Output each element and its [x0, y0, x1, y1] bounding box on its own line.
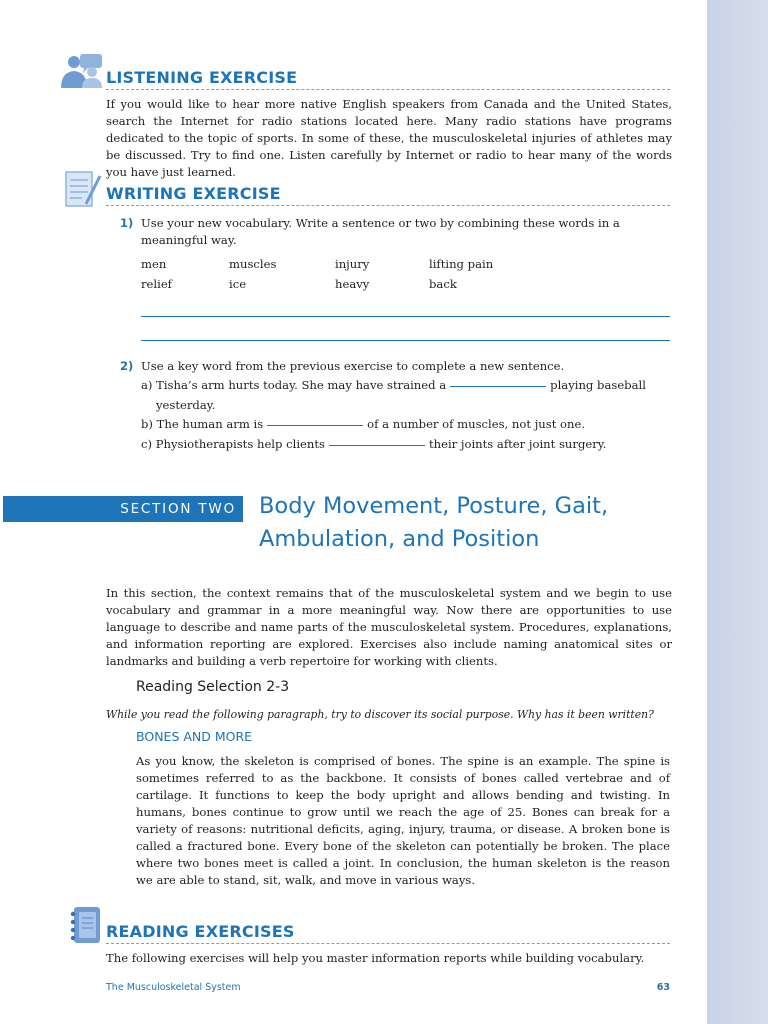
word: muscles — [229, 257, 277, 271]
sentence-a-end: playing baseball — [550, 378, 646, 392]
question-number: 2) — [120, 359, 134, 373]
section-label-band — [3, 496, 243, 522]
sentence-b — [141, 416, 585, 433]
section-title-line: Body Movement, Posture, Gait, — [259, 493, 609, 519]
page-sidebar-band — [707, 0, 768, 1024]
question-text: Use your new vocabulary. Write a sentence or two by combining these words in a meaningful way. — [141, 216, 620, 247]
word: lifting pain — [429, 257, 494, 271]
bones-subheading: BONES AND MORE — [136, 729, 253, 744]
reading-exercises-heading: READING EXERCISES — [106, 922, 295, 941]
sentence-a-start: a) Tisha’s arm hurts today. She may have strained a — [141, 378, 447, 392]
listening-heading: LISTENING EXERCISE — [106, 68, 298, 87]
footer-chapter: The Musculoskeletal System — [106, 982, 241, 993]
heading-divider — [106, 943, 670, 944]
fill-blank[interactable] — [450, 386, 546, 387]
sentence-c — [141, 436, 606, 453]
word: back — [429, 277, 457, 291]
reading-exercises-paragraph: The following exercises will help you master information reports while building vocabulary. — [106, 951, 645, 965]
heading-divider — [106, 205, 670, 206]
heading-divider — [106, 89, 670, 90]
word: heavy — [335, 277, 370, 291]
sentence-c-start: c) Physiotherapists help clients — [141, 437, 325, 451]
writing-question-2 — [120, 358, 660, 458]
people-talking-icon — [58, 52, 104, 90]
word: ice — [229, 277, 247, 291]
word: men — [141, 257, 167, 271]
page-number: 63 — [656, 982, 670, 993]
answer-line[interactable] — [141, 340, 670, 341]
section-label: SECTION TWO — [120, 501, 236, 517]
listening-paragraph: If you would like to hear more native English speakers from Canada and the United States, search the Internet for radio stations located here. Many radio stations have programs dedicated to the topic of sports. In some of these, the musculoskeletal injuries of athletes may be discussed. Try to find one. Listen carefully by Internet or radio to hear many of the words you have just learned. — [106, 97, 672, 179]
question-number: 1) — [120, 216, 134, 230]
bones-paragraph: As you know, the skeleton is comprised of bones. The spine is an example. The spine is sometimes referred to as the backbone. It consists of bones called vertebrae and of cartilage. It functions to keep the body upright and allows bending and twisting. In humans, bones continue to grow until we reach the age of 25. Bones can break for a variety of reasons: nutritional deficits, aging, injury, trauma, or disease. A broken bone is called a fractured bone. Every bone of the skeleton can potentially be broken. The place where two bones meet is called a joint. In conclusion, the human skeleton is the reason we are able to stand, sit, walk, and move in various ways. — [136, 754, 670, 887]
listening-heading-row — [58, 52, 670, 90]
section-title — [259, 490, 699, 556]
section-title-line: Ambulation, and Position — [259, 526, 540, 552]
sentence-a-continued: yesterday. — [156, 398, 216, 412]
sentence-a — [141, 377, 646, 394]
sentence-b-end: of a number of muscles, not just one. — [367, 417, 586, 431]
writing-heading-row — [58, 168, 670, 206]
notebook-icon — [68, 904, 104, 946]
question-text: Use a key word from the previous exercise to complete a new sentence. — [141, 359, 565, 373]
sentence-b-start: b) The human arm is — [141, 417, 264, 431]
reading-heading-row — [58, 904, 670, 944]
sentence-c-end: their joints after joint surgery. — [428, 437, 607, 451]
document-pen-icon — [60, 168, 104, 210]
word: injury — [335, 257, 370, 271]
answer-line[interactable] — [141, 316, 670, 317]
section-intro-paragraph: In this section, the context remains that of the musculoskeletal system and we begin to use vocabulary and grammar in a more meaningful way. Now there are opportunities to use language to describe and name parts of the musculoskeletal system. Procedures, explanations, and information reporting are explored. Exercises also include naming anatomical sites or landmarks and building a verb repertoire for working with clients. — [106, 586, 672, 668]
fill-blank[interactable] — [267, 425, 363, 426]
writing-heading: WRITING EXERCISE — [106, 184, 281, 203]
word: relief — [141, 277, 172, 291]
reading-selection-title: Reading Selection 2-3 — [136, 679, 290, 695]
reading-prompt: While you read the following paragraph, try to discover its social purpose. Why has it been written? — [106, 708, 654, 721]
fill-blank[interactable] — [329, 445, 425, 446]
